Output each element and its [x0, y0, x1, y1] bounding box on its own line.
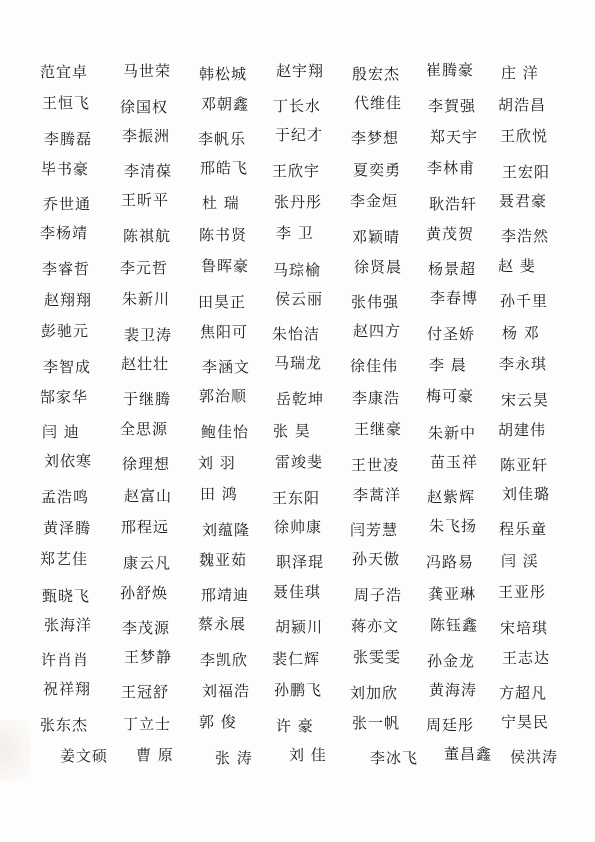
name-entry: 刘 佳	[289, 746, 327, 765]
name-entry: 马琮榆	[273, 260, 322, 279]
name-entry: 程乐童	[499, 520, 548, 539]
name-entry: 李康浩	[352, 388, 401, 407]
name-entry: 曹 原	[136, 745, 174, 764]
name-entry: 岳乾坤	[276, 389, 325, 408]
name-entry: 李杨靖	[40, 223, 89, 242]
name-entry: 张雯雯	[353, 648, 402, 667]
name-entry: 张伟强	[351, 292, 400, 311]
name-entry: 朱新川	[122, 289, 171, 308]
name-row	[42, 192, 562, 225]
name-entry: 蔡永展	[198, 615, 247, 634]
name-entry: 张丹彤	[274, 193, 323, 212]
name-entry: 张海洋	[44, 616, 93, 635]
name-entry: 范宜卓	[40, 63, 89, 81]
name-entry: 王继豪	[354, 420, 403, 439]
name-entry: 闫 迪	[42, 423, 80, 442]
name-entry: 蒋亦文	[351, 617, 400, 636]
name-entry: 赵翔翔	[44, 291, 93, 310]
name-row	[42, 323, 562, 356]
name-entry: 殷宏杰	[352, 64, 401, 83]
name-row	[42, 258, 562, 291]
name-entry: 聂君豪	[499, 192, 548, 211]
name-entry: 庄 洋	[501, 64, 539, 82]
name-entry: 郭治顺	[199, 386, 248, 405]
name-entry: 赵壮壮	[121, 355, 170, 374]
name-row	[42, 62, 562, 95]
name-entry: 王欣宇	[272, 161, 321, 180]
name-entry: 李 晨	[429, 356, 467, 375]
name-entry: 朱新中	[428, 423, 477, 442]
name-row	[42, 616, 562, 649]
name-row	[42, 518, 562, 551]
name-entry: 赵紫辉	[427, 488, 476, 507]
name-entry: 徐贤晨	[354, 257, 403, 276]
name-entry: 鲁晖豪	[201, 257, 250, 276]
name-row	[42, 225, 562, 258]
name-entry: 焦阳可	[200, 322, 249, 341]
name-row	[42, 649, 562, 682]
name-row	[42, 746, 562, 779]
name-entry: 刘佳璐	[502, 484, 551, 503]
name-entry: 梅可豪	[426, 387, 475, 406]
name-entry: 王冠舒	[121, 683, 170, 702]
name-list	[42, 62, 562, 779]
name-entry: 王梦静	[124, 647, 173, 666]
name-entry: 赵 斐	[498, 256, 536, 275]
name-entry: 苗玉祥	[430, 453, 479, 472]
name-entry: 耿浩轩	[429, 195, 478, 214]
name-entry: 裴卫涛	[124, 325, 173, 344]
name-row	[42, 714, 562, 747]
name-entry: 杨景超	[428, 260, 477, 279]
name-entry: 乔世通	[43, 194, 92, 213]
name-entry: 陈亚轩	[500, 455, 549, 474]
name-entry: 宁昊民	[501, 712, 550, 731]
name-entry: 张 昊	[273, 421, 311, 440]
name-entry: 雷竣斐	[275, 452, 324, 471]
name-entry: 王欣悦	[500, 126, 549, 145]
name-entry: 刘依寒	[44, 452, 93, 471]
name-entry: 彭驰元	[41, 322, 90, 341]
name-entry: 许 豪	[276, 716, 314, 735]
name-row	[42, 421, 562, 454]
name-entry: 陈祺航	[123, 226, 172, 245]
name-entry: 李賀强	[428, 96, 477, 115]
name-entry: 王世凌	[351, 456, 400, 475]
name-entry: 姜文硕	[60, 747, 109, 766]
name-entry: 徐佳伟	[350, 357, 399, 376]
name-entry: 全思源	[120, 419, 169, 438]
name-entry: 祝祥翔	[43, 680, 92, 699]
name-row	[42, 160, 562, 193]
name-entry: 陈书贤	[199, 225, 248, 244]
name-entry: 夏奕勇	[353, 160, 402, 179]
name-entry: 胡浩昌	[498, 95, 547, 114]
name-entry: 李清葆	[124, 162, 173, 181]
name-entry: 裴仁辉	[272, 649, 321, 668]
name-row	[42, 681, 562, 714]
name-entry: 田昊正	[198, 293, 247, 312]
name-entry: 董昌鑫	[444, 745, 493, 764]
name-entry: 周廷彤	[426, 716, 475, 735]
name-entry: 邢靖迪	[201, 586, 250, 604]
name-entry: 张东杰	[40, 715, 89, 734]
name-entry: 徐帅康	[274, 518, 323, 537]
name-entry: 李腾磊	[44, 130, 93, 149]
name-entry: 胡建伟	[498, 420, 547, 439]
name-entry: 陈钰鑫	[430, 615, 479, 634]
name-entry: 李梦想	[351, 129, 400, 148]
name-entry: 杨 邓	[502, 323, 540, 342]
name-row	[42, 584, 562, 617]
name-entry: 徐国权	[120, 97, 169, 116]
name-entry: 李茂源	[122, 618, 171, 637]
name-entry: 李智成	[43, 358, 92, 377]
name-entry: 孙舒焕	[120, 583, 169, 602]
name-entry: 胡颍川	[275, 618, 324, 637]
name-row	[42, 95, 562, 128]
name-entry: 黄海涛	[429, 681, 478, 700]
name-entry: 王亚彤	[498, 583, 547, 601]
name-entry: 郜家华	[40, 387, 89, 406]
name-entry: 李春博	[430, 289, 479, 308]
name-entry: 马瑞龙	[274, 354, 323, 373]
name-entry: 李 卫	[276, 224, 314, 243]
name-entry: 郭 俊	[199, 713, 237, 732]
name-entry: 刘福浩	[202, 682, 251, 701]
name-row	[42, 127, 562, 160]
name-entry: 许肖肖	[41, 651, 90, 670]
name-entry: 付圣娇	[427, 324, 476, 343]
name-entry: 周子浩	[354, 585, 403, 604]
name-entry: 孙鹏飞	[274, 680, 323, 699]
name-entry: 孙天傲	[352, 549, 401, 568]
name-entry: 闫芳慧	[350, 520, 399, 539]
name-entry: 张一帆	[352, 713, 401, 732]
name-entry: 朱飞扬	[429, 517, 478, 536]
paper-smudge	[0, 720, 30, 780]
name-entry: 刘 羽	[198, 454, 236, 473]
name-entry: 邓朝鑫	[201, 94, 250, 113]
name-entry: 李元哲	[120, 258, 169, 277]
name-entry: 王宏阳	[502, 162, 551, 181]
name-entry: 李蒿洋	[353, 485, 402, 504]
name-entry: 刘蕴隆	[202, 521, 251, 540]
name-entry: 朱怡洁	[272, 325, 321, 344]
name-entry: 赵宇翔	[276, 62, 325, 80]
name-entry: 李林甫	[427, 159, 476, 178]
name-entry: 侯洪涛	[510, 748, 559, 767]
name-entry: 崔腾豪	[426, 61, 475, 79]
name-entry: 方超凡	[499, 683, 548, 702]
name-entry: 田 鸿	[200, 485, 238, 504]
name-entry: 宋云昊	[501, 390, 550, 409]
name-entry: 李金烜	[350, 191, 399, 210]
name-entry: 黄泽腾	[43, 519, 92, 538]
name-entry: 聂佳琪	[273, 582, 322, 601]
name-entry: 李浩然	[501, 227, 550, 246]
name-entry: 丁立士	[123, 714, 172, 733]
name-entry: 李睿哲	[42, 259, 91, 278]
name-entry: 王志达	[502, 648, 551, 667]
name-entry: 孟浩鸣	[41, 487, 90, 506]
name-row	[42, 388, 562, 421]
name-entry: 李帆乐	[198, 129, 247, 148]
name-entry: 孙金龙	[427, 651, 476, 670]
name-entry: 李凯欣	[200, 650, 249, 669]
name-entry: 鲍佳怡	[201, 422, 250, 441]
name-row	[42, 290, 562, 323]
name-entry: 李涵文	[202, 357, 251, 376]
name-entry: 冯路易	[426, 552, 475, 571]
name-entry: 邢程远	[121, 517, 170, 536]
name-entry: 孙千里	[500, 292, 549, 311]
name-row	[42, 551, 562, 584]
name-entry: 代维佳	[354, 93, 403, 112]
name-entry: 闫 渓	[501, 551, 539, 570]
name-entry: 毕书豪	[41, 159, 90, 178]
name-entry: 邓颖晴	[352, 227, 401, 246]
name-entry: 李冰飞	[370, 748, 419, 767]
name-entry: 杜 瑞	[202, 194, 240, 213]
name-entry: 宋培琪	[500, 619, 549, 638]
name-entry: 王东阳	[272, 488, 321, 507]
name-entry: 李振洲	[122, 127, 171, 146]
name-entry: 郑天宇	[430, 128, 479, 147]
name-entry: 李永琪	[499, 354, 548, 373]
name-entry: 韩松城	[199, 65, 248, 83]
name-entry: 黄茂贺	[426, 224, 475, 243]
name-entry: 徐理想	[122, 455, 171, 474]
name-entry: 职泽琨	[276, 553, 325, 572]
name-entry: 郑艺佳	[40, 550, 89, 569]
name-entry: 龚亚琳	[428, 584, 477, 603]
name-entry: 康云凡	[123, 553, 172, 572]
name-row	[42, 486, 562, 519]
name-row	[42, 453, 562, 486]
name-entry: 魏亚茹	[199, 550, 248, 569]
name-entry: 于纪才	[275, 126, 324, 145]
name-entry: 王恒飞	[42, 94, 91, 113]
name-entry: 赵四方	[353, 321, 402, 340]
name-row	[42, 355, 562, 388]
name-entry: 马世荣	[123, 61, 172, 80]
name-entry: 侯云丽	[275, 290, 324, 309]
name-entry: 王昕平	[121, 191, 170, 210]
name-entry: 丁长水	[273, 97, 322, 116]
name-entry: 刘加欣	[350, 684, 399, 703]
name-entry: 邢皓飞	[200, 158, 249, 177]
name-entry: 甄晓飞	[42, 586, 91, 605]
name-entry: 张 涛	[215, 749, 253, 768]
name-entry: 赵富山	[124, 486, 173, 505]
name-entry: 于继腾	[123, 390, 172, 409]
